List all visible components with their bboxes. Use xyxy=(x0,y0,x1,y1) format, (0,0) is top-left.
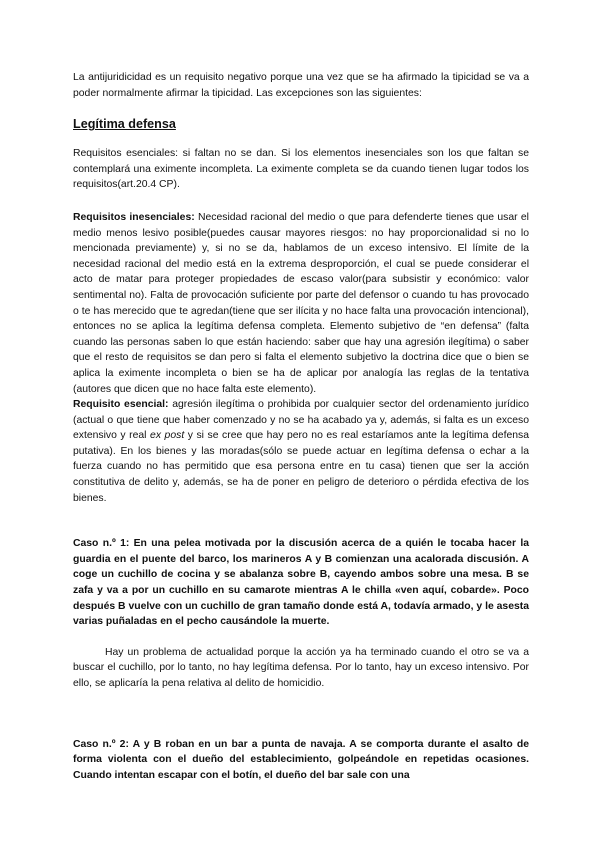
document-page xyxy=(73,70,529,783)
case-2-statement: Caso n.º 2: A y B roban en un bar a punta de navaja. A se comporta durante el asalto de forma violenta con el dueño del establecimiento, golpeándole en repetidas ocasiones. Cuando intentan escapar con el botín, el dueño del bar sale con una xyxy=(73,738,529,781)
essential-requirement-paragraph xyxy=(73,397,529,506)
essential-text-after: y si se cree que hay pero no es real estaríamos ante la legítima defensa putativa). En los bienes y las moradas(sólo se puede actuar en legítima defensa o echar a la fuerza cuando no has permitido que esa persona entre en tu casa) tienen que ser la acción constitutiva de delito y, además, se ha de poner en peligro de deterioro o pérdida efectiva de los bienes. xyxy=(73,430,529,504)
inessential-label: Requisitos inesenciales: xyxy=(73,211,195,223)
section-title: Legítima defensa xyxy=(73,117,176,132)
essential-italic: ex post xyxy=(150,430,185,442)
essential-label: Requisito esencial: xyxy=(73,399,169,411)
intro-paragraph: La antijuridicidad es un requisito negativo porque una vez que se ha afirmado la tipicidad se va a poder normalmente afirmar la tipicidad. Las excepciones son las siguientes: xyxy=(73,72,529,99)
inessential-requirements-paragraph xyxy=(73,210,529,397)
essentials-paragraph: Requisitos esenciales: si faltan no se dan. Si los elementos inesenciales son los que faltan se contemplará una eximente incompleta. La eximente completa se da cuando tienen lugar todos los requisitos(art.20.4 CP). xyxy=(73,148,529,191)
case-1-answer: Hay un problema de actualidad porque la acción ya ha terminado cuando el otro se va a buscar el cuchillo, por lo tanto, no hay legítima defensa. Por lo tanto, hay un exceso intensivo. Por ello, se aplicaría la pena relativa al delito de homicidio. xyxy=(73,646,529,689)
case-1-statement: Caso n.º 1: En una pelea motivada por la discusión acerca de a quién le tocaba hacer la guardia en el puente del barco, los marineros A y B comienzan una acalorada discusión. A coge un cuchillo de cocina y se abalanza sobre B, cayendo ambos sobre una mesa. B se zafa y va a por un cuchillo en su camarote mientras A le chilla «ven aquí, cobarde». Poco después B vuelve con un cuchillo de gran tamaño donde está A, todavía armado, y le asesta varias puñaladas en el pecho causándole la muerte. xyxy=(73,538,529,628)
essential-text-before: agresión ilegítima o prohibida por cualquier sector del ordenamiento jurídico (actual o que tiene que haber comenzado y no se ha acabado ya y, además, si falta es un exceso extensivo y real xyxy=(73,399,529,442)
inessential-text: Necesidad racional del medio o que para defenderte tienes que usar el medio menos lesivo posible(puedes causar mayores riesgos: no hay proporcionalidad si no lo mencionada previamente) y, si no se da, hablamos de un exceso intensivo. El límite de la necesidad racional del medio está en la extrema desproporción, el cual se puede considerar el acto de matar para proteger propiedades de escaso valor(para subsistir y económico: valor sentimental no). Falta de provocación suficiente por parte del defensor o cuando tu has provocado o te has merecido que te agredan(tiene que ser ilícita y no hace falta una provocación intencional), entonces no se aplica la legítima defensa completa. Elemento subjetivo de “en defensa” (falta cuando las personas saben lo que están haciendo: saber que hay una agresión ilegítima) o saber que el resto de requisitos se dan pero si falta el elemento subjetivo la doctrina dice que o bien se aplica la eximente incompleta o bien se ha de aplicar por analogía las reglas de la tentativa (autores que dicen que no hace falta este elemento). xyxy=(73,211,529,395)
